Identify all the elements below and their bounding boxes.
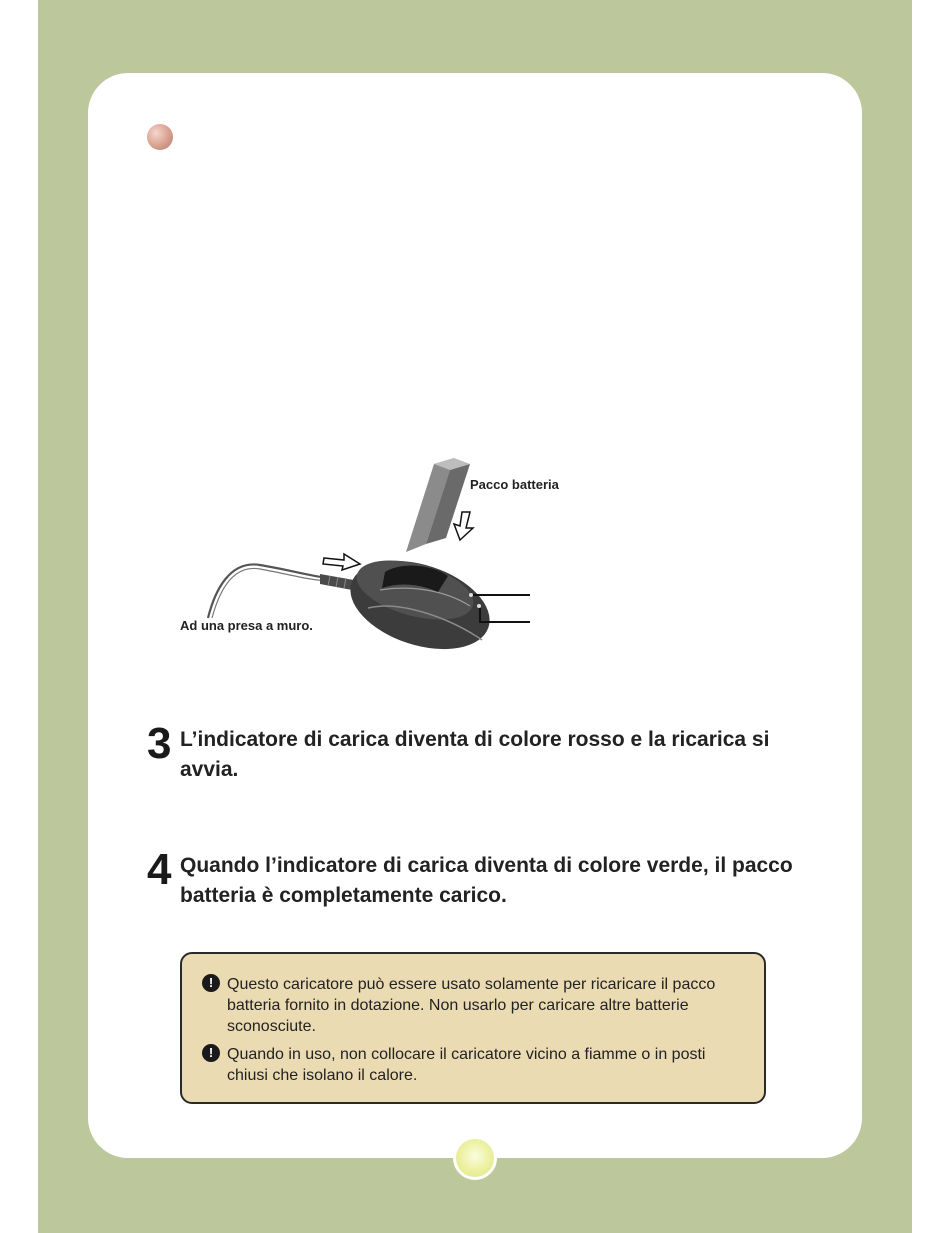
- note-item: [202, 1044, 742, 1086]
- warning-note-box: [180, 952, 766, 1104]
- note-item: [202, 974, 742, 1037]
- exclamation-icon: !: [202, 1044, 220, 1062]
- note-text: Quando in uso, non collocare il caricatore vicino a fiamme o in posti chiusi che isolano il calore.: [227, 1046, 706, 1084]
- step-4: [147, 845, 797, 911]
- step-3: [147, 719, 797, 785]
- battery-pack-label: Pacco batteria: [470, 477, 559, 492]
- charger-illustration: [170, 440, 570, 680]
- exclamation-icon: !: [202, 974, 220, 992]
- step-number: 4: [147, 845, 170, 894]
- wall-outlet-label: Ad una presa a muro.: [180, 618, 313, 633]
- step-text: L’indicatore di carica diventa di colore rosso e la ricarica si avvia.: [180, 728, 770, 781]
- section-bullet-icon: [147, 124, 173, 150]
- note-text: Questo caricatore può essere usato solamente per ricaricare il pacco batteria fornito in dotazione. Non usarlo per caricare altre batterie sconosciute.: [227, 976, 716, 1035]
- step-number: 3: [147, 719, 170, 768]
- step-text: Quando l’indicatore di carica diventa di colore verde, il pacco batteria è completamente carico.: [180, 854, 793, 907]
- page-indicator-icon: [453, 1136, 497, 1180]
